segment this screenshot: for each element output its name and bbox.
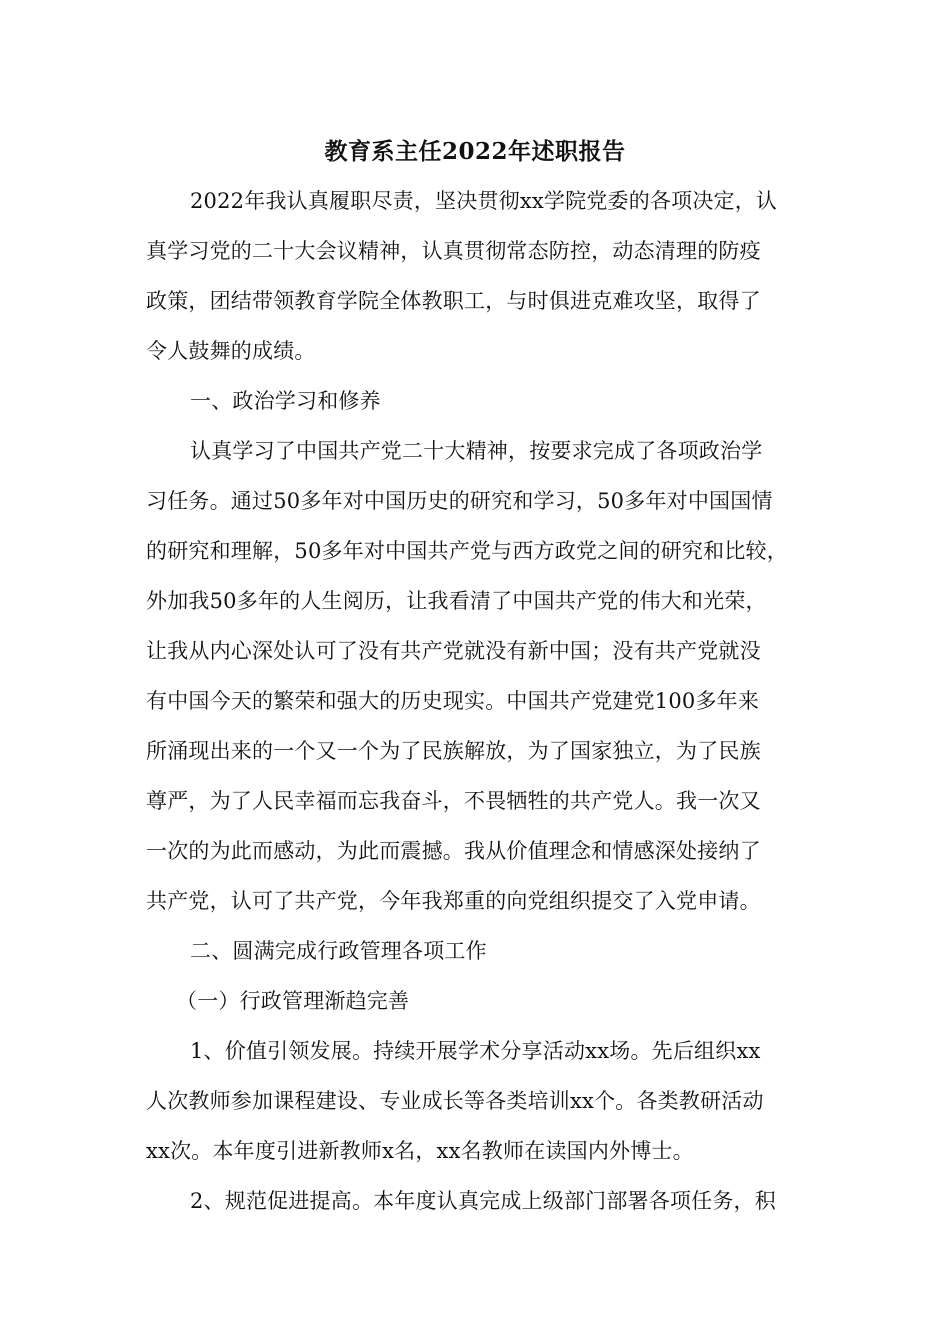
paragraph-line: 所涌现出来的一个又一个为了民族解放，为了国家独立，为了民族 [146, 739, 761, 763]
paragraph-line: 令人鼓舞的成绩。 [146, 339, 316, 363]
paragraph-line: 2、规范促进提高。本年度认真完成上级部门部署各项任务，积 [190, 1189, 776, 1213]
paragraph-line: 一次的为此而感动，为此而震撼。我从价值理念和情感深处接纳了 [146, 839, 761, 863]
paragraph-line: 1、价值引领发展。持续开展学术分享活动xx场。先后组织xx [190, 1039, 761, 1063]
section-heading: 二、圆满完成行政管理各项工作 [190, 939, 487, 963]
document-title: 教育系主任2022年述职报告 [324, 138, 626, 165]
paragraph-line: 的研究和理解，50多年对中国共产党与西方政党之间的研究和比较， [146, 539, 788, 563]
paragraph-line: 真学习党的二十大会议精神，认真贯彻常态防控，动态清理的防疫 [146, 239, 761, 263]
paragraph-line: 政策，团结带领教育学院全体教职工，与时俱进克难攻坚，取得了 [146, 289, 761, 313]
paragraph-line: xx次。本年度引进新教师x名，xx名教师在读国内外博士。 [146, 1139, 694, 1163]
paragraph-line: 认真学习了中国共产党二十大精神，按要求完成了各项政治学 [190, 439, 763, 463]
paragraph-line: 外加我50多年的人生阅历，让我看清了中国共产党的伟大和光荣， [146, 589, 767, 613]
paragraph-line: 共产党，认可了共产党，今年我郑重的向党组织提交了入党申请。 [146, 889, 761, 913]
subsection-heading: （一）行政管理渐趋完善 [176, 989, 410, 1013]
paragraph-line: 尊严，为了人民幸福而忘我奋斗，不畏牺牲的共产党人。我一次又 [146, 789, 761, 813]
paragraph-line: 人次教师参加课程建设、专业成长等各类培训xx个。各类教研活动 [146, 1089, 764, 1113]
paragraph-line: 2022年我认真履职尽责，坚决贯彻xx学院党委的各项决定，认 [190, 189, 778, 213]
paragraph-line: 让我从内心深处认可了没有共产党就没有新中国；没有共产党就没 [146, 639, 761, 663]
section-heading: 一、政治学习和修养 [190, 389, 381, 413]
paragraph-line: 习任务。通过50多年对中国历史的研究和学习，50多年对中国国情 [146, 489, 773, 513]
paragraph-line: 有中国今天的繁荣和强大的历史现实。中国共产党建党100多年来 [146, 689, 760, 713]
